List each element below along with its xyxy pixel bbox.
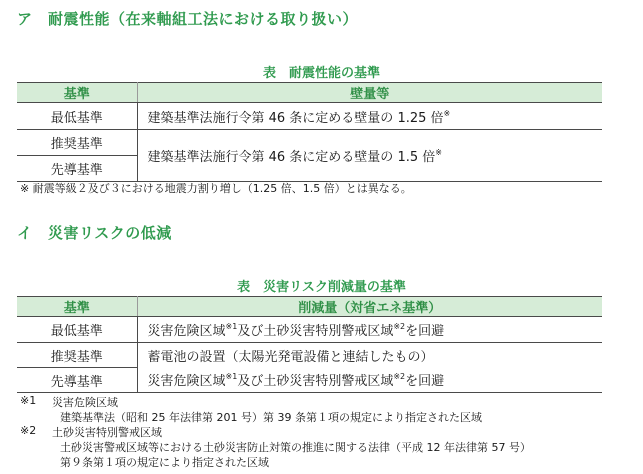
- row-label-min: 最低基準: [17, 317, 137, 343]
- column-header-standard: 基準: [17, 297, 137, 317]
- row-label-recommended: 推奨基準: [17, 130, 137, 156]
- column-header-wall: 壁量等: [137, 83, 602, 103]
- row-value-recommended: 建築基準法施行令第 46 条に定める壁量の 1.5 倍※: [137, 130, 602, 182]
- table-row: [17, 343, 602, 368]
- table-row: [17, 130, 602, 156]
- row-label-recommended: 推奨基準: [17, 343, 137, 368]
- footnote-1-title: 災害危険区域: [52, 396, 118, 409]
- row-value-recommended: 蓄電池の設置（太陽光発電設備と連結したもの）: [147, 349, 434, 365]
- footnote-2-body-line1: 土砂災害警戒区域等における土砂災害防止対策の推進に関する法律（平成 12 年法律第 57 号）: [60, 441, 531, 454]
- row-label-min: 最低基準: [17, 103, 137, 130]
- table-title-disaster: 表 災害リスク削減量の基準: [237, 280, 406, 295]
- footnote-2-title: 土砂災害特別警戒区域: [52, 426, 162, 439]
- footnote-2-mark: ※2: [20, 424, 37, 437]
- section-heading-disaster: イ 災害リスクの低減: [17, 224, 172, 242]
- row-value-min: 災害危険区域$^{※1}$及び土砂災害特別警戒区域$^{※2}$を回避: [137, 317, 602, 343]
- row-label-leading: 先導基準: [17, 368, 137, 393]
- row-value-min: 建築基準法施行令第 46 条に定める壁量の 1.25 倍※: [137, 103, 602, 130]
- table-header-row: [17, 83, 602, 103]
- column-header-standard: 基準: [17, 83, 137, 103]
- disaster-table: [17, 296, 602, 393]
- table-row: [17, 103, 602, 130]
- seismic-table: [17, 82, 602, 182]
- footnote-1-body: 建築基準法（昭和 25 年法律第 201 号）第 39 条第１項の規定により指定された区域: [60, 411, 482, 424]
- section-heading-seismic: ア 耐震性能（在来軸組工法における取り扱い）: [17, 10, 359, 28]
- table-title-seismic: 表 耐震性能の基準: [262, 66, 380, 81]
- row-label-leading: 先導基準: [17, 156, 137, 182]
- row-value-leading: 災害危険区域$^{※1}$及び土砂災害特別警戒区域$^{※2}$を回避: [137, 368, 602, 393]
- footnote-1-mark: ※1: [20, 394, 37, 407]
- seismic-footnote: ※ 耐震等級２及び３における地震力割り増し（1.25 倍、1.5 倍）とは異なる。: [20, 182, 412, 195]
- column-header-reduction: 削減量（対省エネ基準）: [137, 297, 602, 317]
- footnote-2-body-line2: 第９条第１項の規定により指定された区域: [60, 456, 269, 469]
- table-row: [17, 368, 602, 393]
- table-header-row: [17, 297, 602, 317]
- table-row: [17, 317, 602, 343]
